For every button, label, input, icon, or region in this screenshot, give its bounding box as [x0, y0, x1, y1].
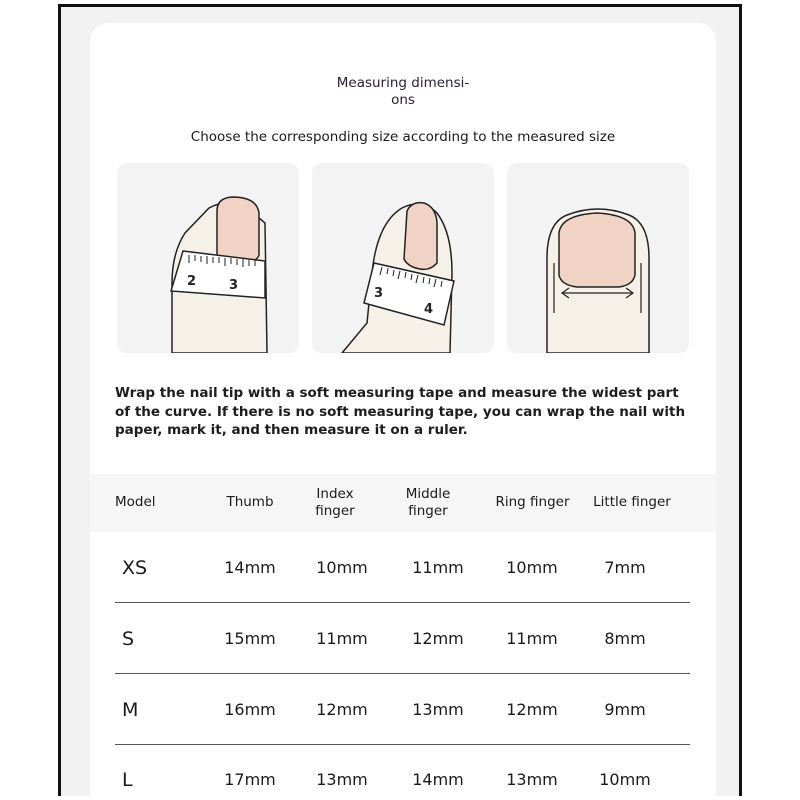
- cell-model: M: [122, 699, 139, 721]
- table-row: [90, 745, 716, 796]
- row-divider: [115, 602, 690, 603]
- nail-width-arrow-icon: [507, 163, 689, 353]
- cell-model: XS: [122, 557, 148, 579]
- cell-thumb: 17mm: [224, 770, 276, 789]
- header-index-finger: [295, 486, 375, 520]
- header-middle-line-2: finger: [408, 503, 448, 519]
- header-ring-finger: Ring finger: [495, 494, 570, 510]
- header-index-line-2: finger: [315, 503, 355, 519]
- table-row: [90, 604, 716, 674]
- cell-middle: 13mm: [412, 700, 464, 719]
- page-title: [90, 75, 716, 109]
- header-middle-finger: [388, 486, 468, 520]
- header-model: Model: [115, 494, 156, 510]
- cell-ring: 11mm: [506, 629, 558, 648]
- cell-little: 10mm: [599, 770, 651, 789]
- table-row: [90, 675, 716, 745]
- cell-ring: 10mm: [506, 558, 558, 577]
- nail-width-illustration: [507, 163, 689, 353]
- cell-model: S: [122, 628, 135, 650]
- page-frame: [58, 4, 742, 796]
- tape-number-3: 3: [229, 278, 239, 293]
- finger-measuring-tape-icon: [312, 163, 494, 353]
- cell-index: 11mm: [316, 629, 368, 648]
- cell-ring: 12mm: [506, 700, 558, 719]
- size-table-header: [90, 474, 716, 532]
- cell-thumb: 14mm: [224, 558, 276, 577]
- cell-index: 13mm: [316, 770, 368, 789]
- header-index-line-1: Index: [316, 486, 354, 502]
- header-little-finger: Little finger: [593, 494, 671, 510]
- cell-middle: 14mm: [412, 770, 464, 789]
- cell-model: L: [122, 769, 133, 791]
- row-divider: [115, 673, 690, 674]
- page-title-line-2: ons: [391, 92, 415, 108]
- cell-middle: 12mm: [412, 629, 464, 648]
- page-title-line-1: Measuring dimensi-: [336, 75, 470, 91]
- thumb-measuring-illustration: [117, 163, 299, 353]
- page-subtitle: Choose the corresponding size according to the measured size: [190, 129, 616, 145]
- cell-index: 12mm: [316, 700, 368, 719]
- header-middle-line-1: Middle: [405, 486, 451, 502]
- tape-number-3b: 3: [374, 286, 384, 301]
- cell-index: 10mm: [316, 558, 368, 577]
- cell-little: 8mm: [604, 629, 646, 648]
- finger-measuring-illustration: [312, 163, 494, 353]
- table-row: [90, 533, 716, 603]
- cell-thumb: 16mm: [224, 700, 276, 719]
- thumb-measuring-tape-icon: [117, 163, 299, 353]
- cell-middle: 11mm: [412, 558, 464, 577]
- cell-little: 7mm: [604, 558, 646, 577]
- tape-number-2: 2: [187, 274, 197, 289]
- header-thumb: Thumb: [226, 494, 274, 510]
- cell-ring: 13mm: [506, 770, 558, 789]
- cell-thumb: 15mm: [224, 629, 276, 648]
- size-guide-card: [90, 23, 716, 796]
- tape-number-4: 4: [424, 302, 434, 317]
- measuring-instruction: Wrap the nail tip with a soft measuring tape and measure the widest part of the curve. If there is no soft measuring tape, you can wrap the nail with paper, mark it, and then measure it on a ruler.: [115, 385, 686, 438]
- cell-little: 9mm: [604, 700, 646, 719]
